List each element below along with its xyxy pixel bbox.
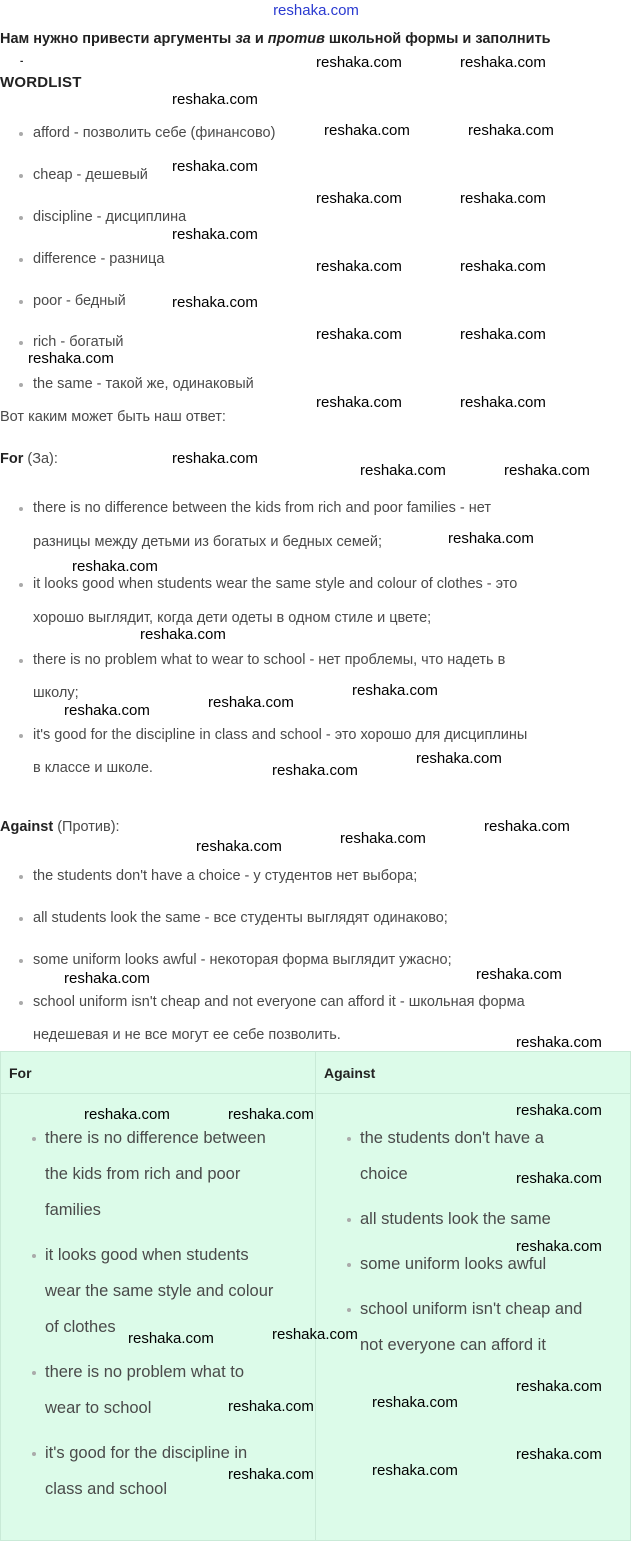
bullet-icon [19,659,23,663]
title-text: Нам нужно привести аргументы [0,31,236,47]
watermark: reshaka.com [172,158,258,175]
watermark: reshaka.com [476,966,562,983]
watermark: reshaka.com [324,122,410,139]
watermark: reshaka.com [340,830,426,847]
watermark: reshaka.com [460,54,546,71]
watermark: reshaka.com [28,350,114,367]
watermark: reshaka.com [272,762,358,779]
answer-intro: Вот каким может быть наш ответ: [0,409,226,425]
watermark: reshaka.com [516,1170,602,1187]
bullet-icon [32,1452,36,1456]
table-for-item-line: families [45,1201,101,1219]
watermark: reshaka.com [516,1102,602,1119]
watermark: reshaka.com [228,1106,314,1123]
watermark: reshaka.com [460,190,546,207]
bullet-icon [19,959,23,963]
watermark: reshaka.com [316,54,402,71]
for-item-line: разницы между детьми из богатых и бедных семей; [33,534,382,550]
table-header-for: For [9,1065,32,1081]
watermark: reshaka.com [172,91,258,108]
watermark: reshaka.com [372,1394,458,1411]
bullet-icon [19,917,23,921]
bullet-icon [32,1371,36,1375]
for-label: For [0,451,24,467]
against-heading [0,818,120,836]
table-for-item-line: it looks good when students [45,1246,249,1264]
dash: - [20,56,24,67]
for-item-line: there is no problem what to wear to school - нет проблемы, что надеть в [33,652,506,668]
for-item-line: хорошо выглядит, когда дети одеты в одном стиле и цвете; [33,610,432,626]
table-for-item-line: there is no problem what to [45,1363,245,1381]
watermark: reshaka.com [316,326,402,343]
wordlist-item: afford - позволить себе (финансово) [33,125,276,141]
watermark: reshaka.com [64,970,150,987]
wordlist-item: the same - такой же, одинаковый [33,376,254,392]
title-text: школьной формы и заполнить [324,31,551,47]
watermark: reshaka.com [316,190,402,207]
table-against-item-line: not everyone can afford it [360,1336,546,1354]
watermark: reshaka.com [64,702,150,719]
watermark: reshaka.com [504,462,590,479]
watermark: reshaka.com [172,450,258,467]
watermark: reshaka.com [72,558,158,575]
bullet-icon [19,875,23,879]
for-heading [0,450,58,468]
table-against-item-line: some uniform looks awful [360,1255,547,1273]
watermark: reshaka.com [516,1378,602,1395]
for-item-line: it's good for the discipline in class and school - это хорошо для дисциплины [33,727,528,743]
watermark: reshaka.com [484,818,570,835]
wordlist-item: difference - разница [33,251,165,267]
wordlist-item: discipline - дисциплина [33,209,187,225]
watermark: reshaka.com [128,1330,214,1347]
watermark: reshaka.com [352,682,438,699]
table-for-item-line: of clothes [45,1318,116,1336]
against-item-line: some uniform looks awful - некоторая форма выглядит ужасно; [33,952,452,968]
watermark: reshaka.com [84,1106,170,1123]
against-label: Against [0,819,54,835]
for-item-line: школу; [33,685,79,701]
for-item-line: it looks good when students wear the same style and colour of clothes - это [33,576,518,592]
watermark: reshaka.com [468,122,554,139]
against-item-line: the students don't have a choice - у студентов нет выбора; [33,868,418,884]
bullet-icon [19,583,23,587]
against-item-line: school uniform isn't cheap and not everyone can afford it - школьная форма [33,994,525,1010]
title-protiv: против [267,31,325,47]
bullet-icon [19,383,23,387]
table-against-item-line: all students look the same [360,1210,551,1228]
bullet-icon [19,300,23,304]
for-item-line: there is no difference between the kids from rich and poor families - нет [33,500,491,516]
bullet-icon [19,258,23,262]
bullet-icon [19,341,23,345]
wordlist-item: cheap - дешевый [33,167,148,183]
watermark: reshaka.com [172,294,258,311]
wordlist-item: poor - бедный [33,293,126,309]
watermark: reshaka.com [316,258,402,275]
watermark: reshaka.com [228,1466,314,1483]
watermark: reshaka.com [196,838,282,855]
watermark: reshaka.com [460,394,546,411]
watermark: reshaka.com [448,530,534,547]
watermark: reshaka.com [372,1462,458,1479]
table-header-against: Against [324,1065,376,1081]
bullet-icon [19,132,23,136]
bullet-icon [32,1137,36,1141]
table-against-item-line: the students don't have a [360,1129,544,1147]
table-for-item-line: it's good for the discipline in [45,1444,248,1462]
bullet-icon [19,734,23,738]
bullet-icon [347,1137,351,1141]
watermark: reshaka.com [228,1398,314,1415]
wordlist-item: rich - богатый [33,334,124,350]
watermark: reshaka.com [172,226,258,243]
bullet-icon [347,1308,351,1312]
for-against-table [0,1051,631,1541]
title-za: за [235,31,251,47]
bullet-icon [32,1254,36,1258]
bullet-icon [19,1001,23,1005]
table-for-item-line: wear the same style and colour [45,1282,274,1300]
table-against-item-line: school uniform isn't cheap and [360,1300,583,1318]
watermark: reshaka.com [360,462,446,479]
watermark: reshaka.com [516,1446,602,1463]
watermark: reshaka.com [272,1326,358,1343]
for-label-ru: (За): [23,451,58,467]
watermark: reshaka.com [416,750,502,767]
table-for-item-line: there is no difference between [45,1129,266,1147]
wordlist-heading: WORDLIST [0,74,82,91]
against-item-line: all students look the same - все студенты выглядят одинаково; [33,910,448,926]
site-brand[interactable]: reshaka.com [273,2,359,19]
watermark: reshaka.com [460,258,546,275]
bullet-icon [19,216,23,220]
table-against-item-line: choice [360,1165,408,1183]
table-for-item-line: class and school [45,1480,167,1498]
watermark: reshaka.com [516,1034,602,1051]
task-title [0,30,551,48]
watermark: reshaka.com [516,1238,602,1255]
bullet-icon [347,1218,351,1222]
bullet-icon [19,174,23,178]
bullet-icon [19,507,23,511]
table-for-item-line: wear to school [45,1399,152,1417]
watermark: reshaka.com [208,694,294,711]
watermark: reshaka.com [316,394,402,411]
watermark: reshaka.com [140,626,226,643]
column-divider [315,1052,316,1540]
bullet-icon [347,1263,351,1267]
against-item-line: недешевая и не все могут ее себе позволить. [33,1027,341,1043]
watermark: reshaka.com [460,326,546,343]
table-for-item-line: the kids from rich and poor [45,1165,241,1183]
title-text: и [250,31,268,47]
against-label-ru: (Против): [53,819,120,835]
for-item-line: в классе и школе. [33,760,153,776]
